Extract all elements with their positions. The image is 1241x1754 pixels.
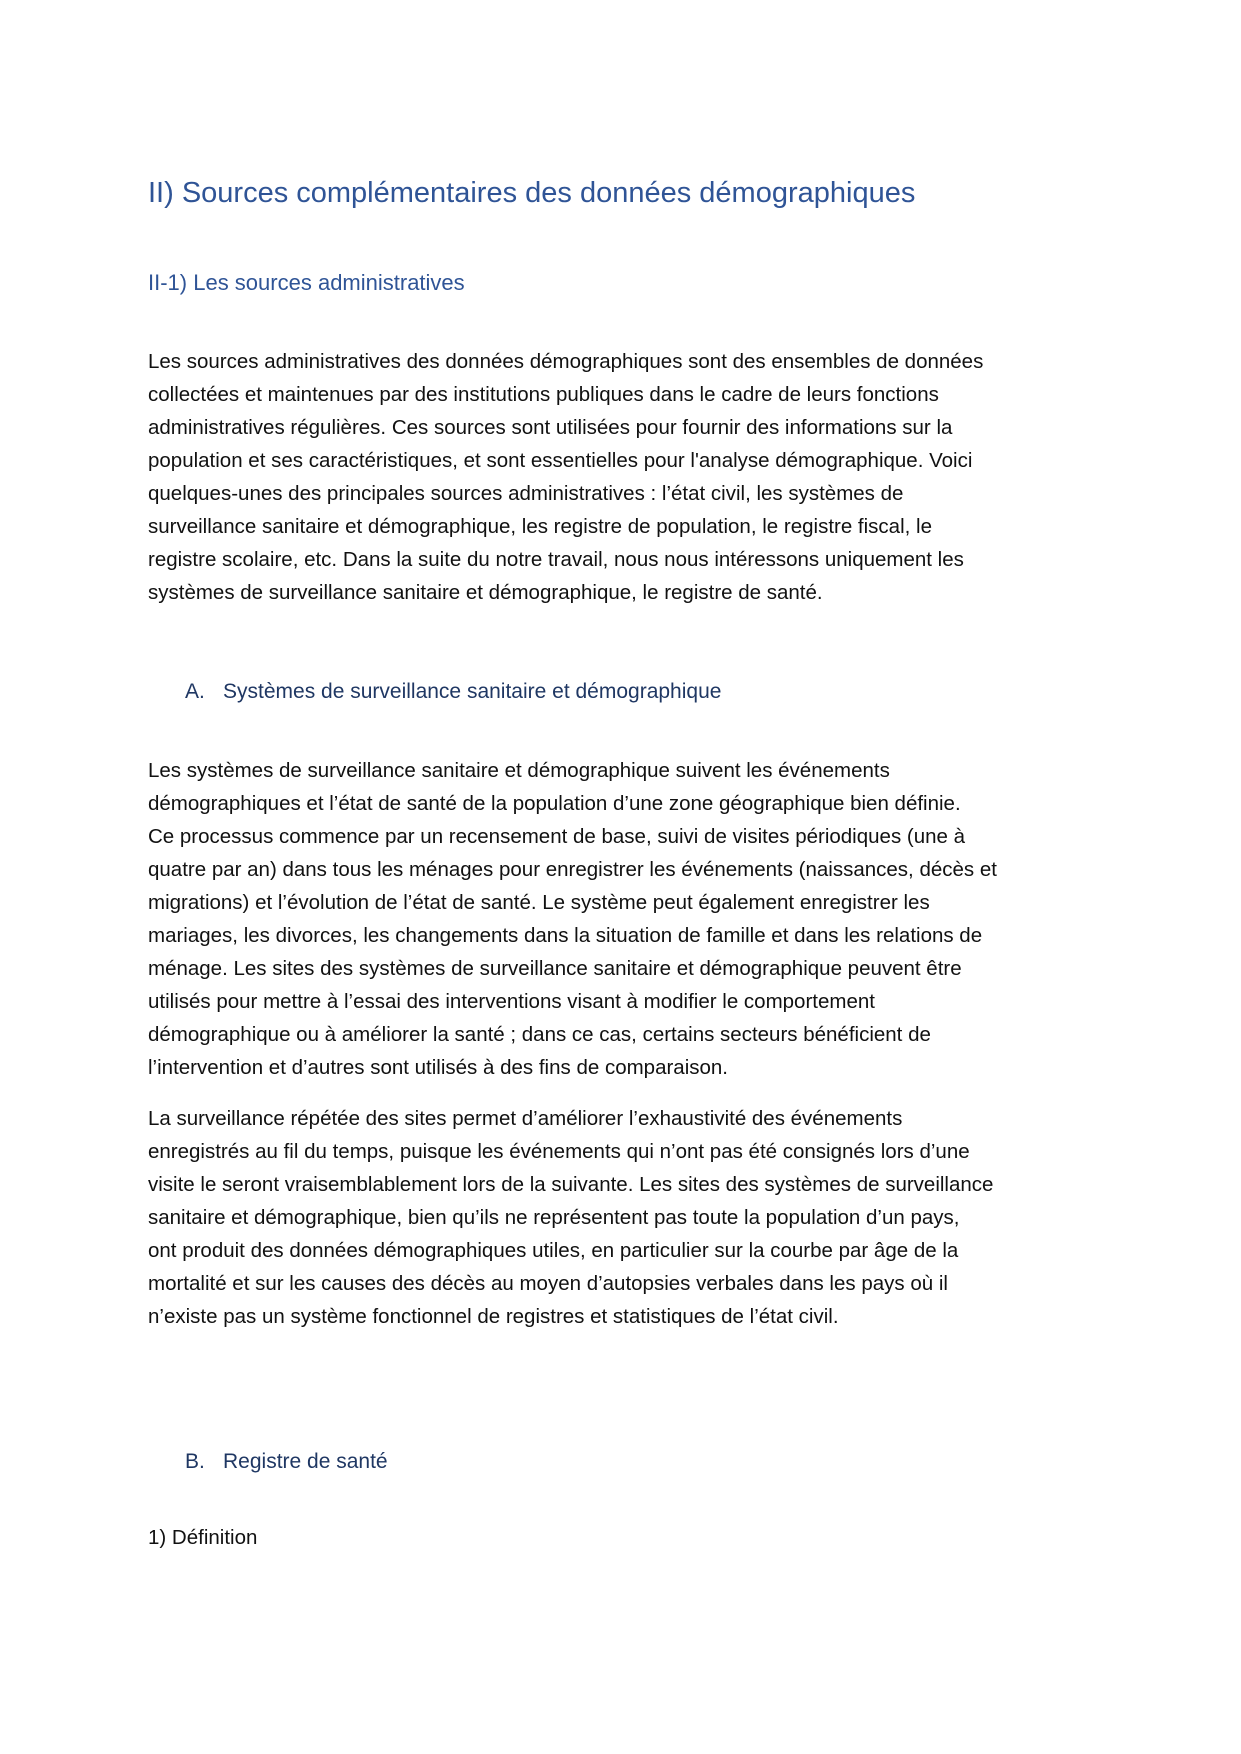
paragraph-line: population et ses caractéristiques, et sont essentielles pour l'analyse démographique. Voici (148, 449, 973, 472)
paragraph-line: sanitaire et démographique, bien qu’ils ne représentent pas toute la population d’un pays, (148, 1206, 960, 1229)
paragraph-line: surveillance sanitaire et démographique, les registre de population, le registre fiscal, le (148, 515, 932, 538)
paragraph-line: registre scolaire, etc. Dans la suite du notre travail, nous nous intéressons uniquement les (148, 548, 964, 571)
paragraph-line: ont produit des données démographiques utiles, en particulier sur la courbe par âge de la (148, 1239, 959, 1262)
paragraph-line: Les systèmes de surveillance sanitaire et démographique suivent les événements (148, 759, 890, 782)
paragraph-line: collectées et maintenues par des institutions publiques dans le cadre de leurs fonctions (148, 383, 939, 406)
subsection-heading-text: Systèmes de surveillance sanitaire et démographique (223, 680, 722, 703)
paragraph-line: La surveillance répétée des sites permet d’améliorer l’exhaustivité des événements (148, 1107, 903, 1130)
paragraph-line: quatre par an) dans tous les ménages pour enregistrer les événements (naissances, décès et (148, 858, 997, 881)
paragraph-line: ménage. Les sites des systèmes de surveillance sanitaire et démographique peuvent être (148, 957, 962, 980)
section-heading-administrative-sources: II-1) Les sources administratives (148, 270, 465, 295)
paragraph-line: démographiques et l’état de santé de la population d’une zone géographique bien définie. (148, 792, 961, 815)
paragraph-line: Les sources administratives des données démographiques sont des ensembles de données (148, 350, 984, 373)
administrative-sources-paragraph (148, 345, 1088, 609)
surveillance-systems-paragraph-1 (148, 754, 1088, 1084)
paragraph-line: l’intervention et d’autres sont utilisés à des fins de comparaison. (148, 1056, 729, 1079)
subsection-heading-surveillance-systems (185, 677, 721, 707)
paragraph-line: visite le seront vraisemblablement lors de la suivante. Les sites des systèmes de surveillance (148, 1173, 994, 1196)
paragraph-line: Ce processus commence par un recensement de base, suivi de visites périodiques (une à (148, 825, 966, 848)
subsection-heading-text: Registre de santé (223, 1450, 388, 1473)
paragraph-line: démographique ou à améliorer la santé ; dans ce cas, certains secteurs bénéficient de (148, 1023, 931, 1046)
paragraph-line: systèmes de surveillance sanitaire et démographique, le registre de santé. (148, 581, 823, 604)
definition-label: 1) Définition (148, 1526, 258, 1549)
paragraph-line: n’existe pas un système fonctionnel de registres et statistiques de l’état civil. (148, 1305, 839, 1328)
paragraph-line: mariages, les divorces, les changements dans la situation de famille et dans les relations de (148, 924, 983, 947)
document-title: II) Sources complémentaires des données démographiques (148, 177, 916, 209)
list-marker: A. (185, 680, 205, 703)
subsection-heading-health-registry (185, 1447, 388, 1477)
paragraph-line: administratives régulières. Ces sources sont utilisées pour fournir des informations sur la (148, 416, 953, 439)
paragraph-line: mortalité et sur les causes des décès au moyen d’autopsies verbales dans les pays où il (148, 1272, 948, 1295)
paragraph-line: utilisés pour mettre à l’essai des interventions visant à modifier le comportement (148, 990, 875, 1013)
paragraph-line: enregistrés au fil du temps, puisque les événements qui n’ont pas été consignés lors d’une (148, 1140, 970, 1163)
surveillance-systems-paragraph-2 (148, 1102, 1088, 1333)
list-marker: B. (185, 1450, 205, 1473)
paragraph-line: migrations) et l’évolution de l’état de santé. Le système peut également enregistrer les (148, 891, 930, 914)
paragraph-line: quelques-unes des principales sources administratives : l’état civil, les systèmes de (148, 482, 904, 505)
